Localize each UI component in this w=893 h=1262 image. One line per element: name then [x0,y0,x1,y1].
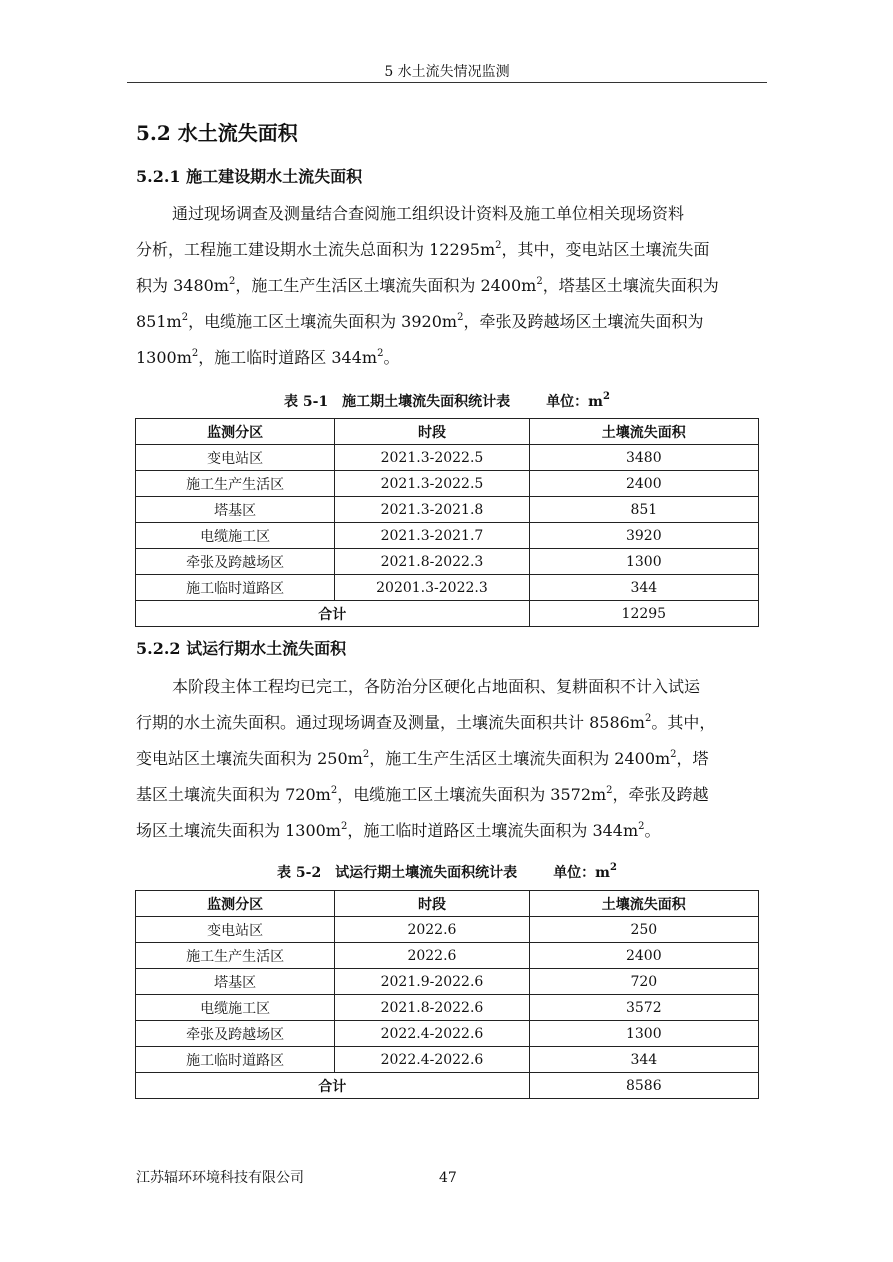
column-header: 土壤流失面积 [529,891,758,917]
paragraph-line: 行期的水土流失面积。通过现场调查及测量，土壤流失面积共计 $8586m^2$。其中， [136,713,716,732]
table-caption-construction [136,392,758,412]
table-cell: 2021.8-2022.3 [335,549,529,575]
paragraph-trial [136,669,758,849]
table-cell: 720 [529,969,758,995]
column-header: 监测分区 [136,891,335,917]
table-row [136,471,759,497]
column-header: 土壤流失面积 [529,419,758,445]
paragraph-line: 积为 $3480m^2$，施工生产生活区土壤流失面积为 $2400m^2$，塔基区土壤流失面积为 [136,276,719,295]
table-cell: 施工生产生活区 [136,471,335,497]
paragraph-line: 场区土壤流失面积为 $1300m^2$，施工临时道路区土壤流失面积为 $344m^2$。 [136,821,661,840]
table-cell: 2021.8-2022.6 [335,995,529,1021]
table-cell: 牵张及跨越场区 [136,1021,335,1047]
table-cell: 3572 [529,995,758,1021]
paragraph-line: 本阶段主体工程均已完工，各防治分区硬化占地面积、复耕面积不计入试运 [172,677,701,696]
table-header-row [136,419,759,445]
table-cell: 牵张及跨越场区 [136,549,335,575]
table-caption-text: 表 5-2 试运行期土壤流失面积统计表 [277,865,518,881]
table-row [136,943,759,969]
paragraph-construction [136,196,758,376]
table-cell: 塔基区 [136,497,335,523]
table-cell: 3480 [529,445,758,471]
table-row [136,445,759,471]
table-cell: 电缆施工区 [136,523,335,549]
table-cell: 2400 [529,471,758,497]
column-header: 时段 [335,419,529,445]
table-cell: 1300 [529,549,758,575]
table-caption-text: 表 5-1 施工期土壤流失面积统计表 [284,394,511,410]
table-cell: 344 [529,1047,758,1073]
table-unit: 单位：$m^2$ [546,391,610,410]
table-row [136,917,759,943]
table-row [136,575,759,601]
table-cell: 2022.4-2022.6 [335,1021,529,1047]
table-cell: 变电站区 [136,917,335,943]
table-cell: 851 [529,497,758,523]
column-header: 监测分区 [136,419,335,445]
table-cell: 2022.4-2022.6 [335,1047,529,1073]
column-header: 时段 [335,891,529,917]
page-number: 47 [439,1170,457,1186]
footer-company: 江苏辐环环境科技有限公司 [136,1170,304,1186]
table-cell: 3920 [529,523,758,549]
table-unit: 单位：$m^2$ [553,862,617,881]
table-row [136,523,759,549]
table-cell: 2022.6 [335,917,529,943]
total-value: 8586 [529,1073,758,1099]
paragraph-line: $851m^2$，电缆施工区土壤流失面积为 $3920m^2$，牵张及跨越场区土壤流失面积为 [136,312,704,331]
paragraph-line: $1300m^2$，施工临时道路区 $344m^2$。 [136,348,400,367]
table-cell: 344 [529,575,758,601]
table-cell: 2021.3-2021.8 [335,497,529,523]
subsection-title-trial: 5.2.2 试运行期水土流失面积 [136,639,347,658]
paragraph-line: 分析，工程施工建设期水土流失总面积为 $12295m^2$，其中，变电站区土壤流失面 [136,240,710,259]
table-cell: 2022.6 [335,943,529,969]
table-total-row [136,1073,759,1099]
construction-area-table [135,418,759,627]
table-cell: 施工生产生活区 [136,943,335,969]
table-row [136,497,759,523]
total-label: 合计 [136,601,530,627]
table-cell: 塔基区 [136,969,335,995]
table-row [136,549,759,575]
table-cell: 2021.9-2022.6 [335,969,529,995]
paragraph-line: 变电站区土壤流失面积为 $250m^2$，施工生产生活区土壤流失面积为 $2400m^2$，塔 [136,749,709,768]
paragraph-line: 通过现场调查及测量结合查阅施工组织设计资料及施工单位相关现场资料 [172,204,685,223]
table-row [136,969,759,995]
table-cell: 施工临时道路区 [136,1047,335,1073]
table-cell: 250 [529,917,758,943]
table-cell: 2021.3-2021.7 [335,523,529,549]
table-header-row [136,891,759,917]
table-cell: 施工临时道路区 [136,575,335,601]
section-title: 5.2 水土流失面积 [136,121,298,145]
total-label: 合计 [136,1073,530,1099]
header-rule [127,82,767,83]
table-cell: 1300 [529,1021,758,1047]
table-row [136,995,759,1021]
table-cell: 2400 [529,943,758,969]
table-row [136,1021,759,1047]
table-cell: 2021.3-2022.5 [335,445,529,471]
table-caption-trial [136,863,758,883]
page-header: 5 水土流失情况监测 [384,64,510,80]
paragraph-line: 基区土壤流失面积为 $720m^2$，电缆施工区土壤流失面积为 $3572m^2$，牵张及跨越 [136,785,709,804]
table-cell: 变电站区 [136,445,335,471]
table-cell: 2021.3-2022.5 [335,471,529,497]
trial-area-table [135,890,759,1099]
table-cell: 电缆施工区 [136,995,335,1021]
table-total-row [136,601,759,627]
subsection-title-construction: 5.2.1 施工建设期水土流失面积 [136,167,363,186]
table-row [136,1047,759,1073]
table-cell: 20201.3-2022.3 [335,575,529,601]
total-value: 12295 [529,601,758,627]
